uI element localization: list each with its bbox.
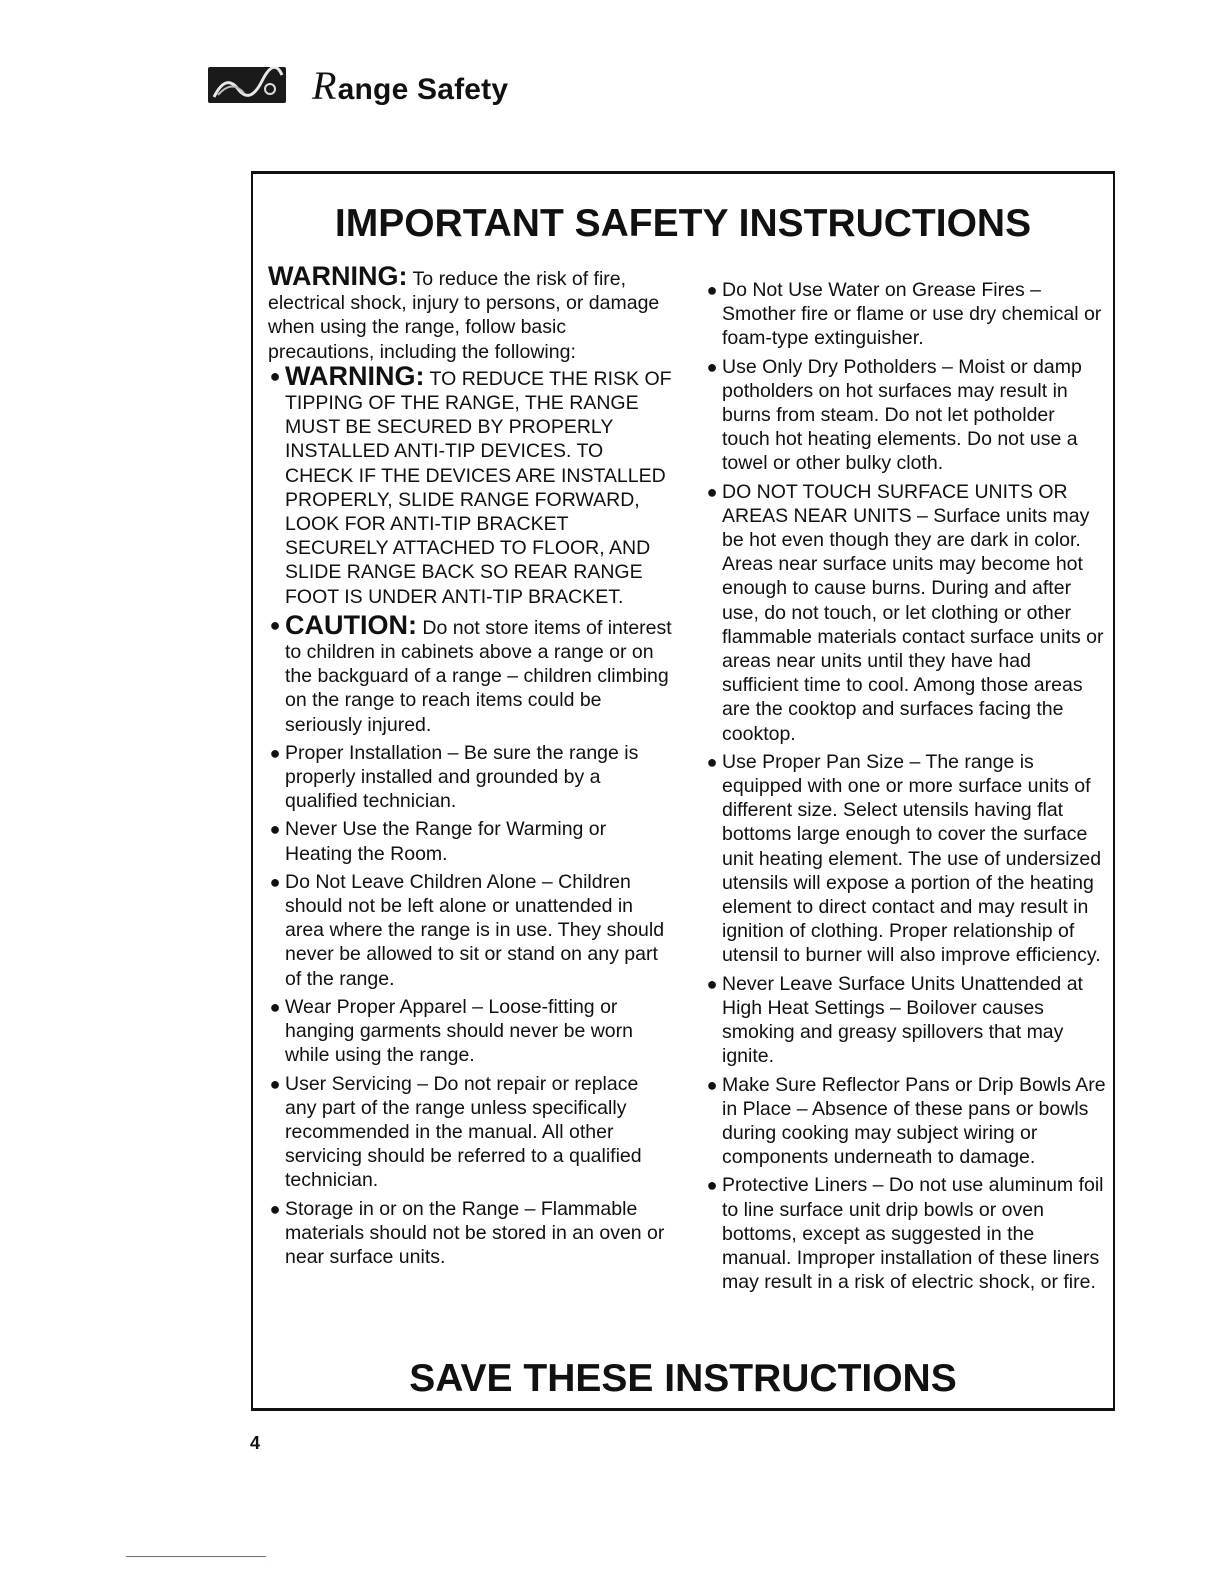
item-text: Protective Liners – Do not use aluminum foil to line surface unit drip bowls or oven bottoms, except as suggested in the manual. Improper installation of these liners may result in a risk of electric shock, or fire.	[722, 1174, 1104, 1294]
bullet-icon: ●	[269, 1073, 281, 1094]
list-item	[268, 1072, 673, 1193]
item-text: Do Not Leave Children Alone – Children should not be left alone or unattended in area where the range is in use. They should never be allowed to sit or stand on any part of the range.	[285, 870, 665, 990]
item-text: Make Sure Reflector Pans or Drip Bowls Are in Place – Absence of these pans or bowls during cooking may subject wiring or components underneath to damage.	[722, 1073, 1106, 1169]
item-text: Never Use the Range for Warming or Heating the Room.	[285, 818, 607, 865]
item-text: Do Not Use Water on Grease Fires – Smother fire or flame or use dry chemical or foam-type extinguisher.	[722, 279, 1102, 350]
list-item	[268, 360, 673, 609]
bullet-icon: ●	[269, 819, 281, 840]
item-text: Use Proper Pan Size – The range is equipped with one or more surface units of different size. Select utensils having flat bottoms large enough to cover the surface unit heating element. The use of undersized utensils will expose a portion of the heating element to direct contact and may result in ignition of clothing. Proper relationship of utensil to burner will also improve efficiency.	[722, 750, 1102, 967]
left-column	[268, 261, 673, 1273]
item-text: Never Leave Surface Units Unattended at High Heat Settings – Boilover causes smoking and greasy spillovers that may ignite.	[722, 972, 1083, 1068]
bullet-icon: ●	[706, 280, 718, 300]
list-item	[268, 995, 673, 1068]
page-header	[208, 60, 508, 110]
range-logo-icon	[208, 67, 286, 103]
item-text: User Servicing – Do not repair or replace any part of the range unless specifically recommended in the manual. All other servicing should be referred to a qualified technician.	[285, 1072, 642, 1192]
bullet-icon: ●	[706, 973, 718, 994]
warning-intro-text: To reduce the risk of fire, electrical shock, injury to persons, or damage when using the range, follow basic precautions, including the following:	[268, 268, 660, 363]
list-item	[705, 278, 1107, 351]
page-number: 4	[250, 1433, 261, 1453]
bullet-icon: ●	[706, 1074, 718, 1095]
list-item	[268, 1197, 673, 1270]
bullet-icon: ●	[269, 996, 281, 1017]
bullet-icon: ●	[706, 481, 718, 502]
list-item	[268, 741, 673, 814]
bullet-icon: ●	[269, 1198, 281, 1219]
list-item	[705, 1073, 1107, 1170]
list-item	[268, 817, 673, 865]
bullet-icon: ●	[706, 356, 718, 377]
item-text: Wear Proper Apparel – Loose-fitting or hanging garments should never be worn while using the range.	[285, 995, 633, 1067]
right-column	[705, 278, 1107, 1298]
item-keyword: CAUTION:	[285, 609, 417, 640]
item-text: TO REDUCE THE RISK OF TIPPING OF THE RANGE, THE RANGE MUST BE SECURED BY PROPERLY INSTALLED ANTI-TIP DEVICES. TO CHECK IF THE DEVICES ARE INSTALLED PROPERLY, SLIDE RANGE FORWARD, LOOK FOR ANTI-TIP BRACKET SECURELY ATTACHED TO FLOOR, AND SLIDE RANGE BACK SO REAR RANGE FOOT IS UNDER ANTI-TIP BRACKET.	[285, 367, 672, 608]
bullet-icon: ●	[269, 871, 281, 892]
item-text: Storage in or on the Range – Flammable materials should not be stored in an oven or near surface units.	[285, 1197, 665, 1268]
warning-keyword: WARNING:	[268, 261, 408, 291]
footer-rule	[126, 1556, 266, 1557]
bullet-icon: ●	[706, 1175, 718, 1196]
list-item	[705, 480, 1107, 746]
bullet-icon: ●	[269, 742, 281, 763]
section-title-text: ange Safety	[337, 72, 509, 106]
bullet-icon: ●	[269, 365, 281, 386]
item-keyword: WARNING:	[285, 360, 425, 391]
list-item	[268, 609, 673, 737]
list-item	[705, 972, 1107, 1069]
bullet-icon: ●	[706, 751, 718, 772]
list-item	[705, 355, 1107, 476]
warning-intro	[268, 261, 673, 364]
list-item	[268, 870, 673, 991]
list-item	[705, 1173, 1107, 1294]
section-title	[312, 62, 508, 109]
box-footer: SAVE THESE INSTRUCTIONS	[409, 1357, 957, 1400]
section-title-initial: R	[312, 62, 337, 108]
safety-instructions-box	[251, 171, 1115, 1411]
item-text: Do not store items of interest to children in cabinets above a range or on the backguard of a range – children climbing on the range to reach items could be seriously injured.	[285, 616, 672, 736]
item-text: Use Only Dry Potholders – Moist or damp potholders on hot surfaces may result in burns from steam. Do not let potholder touch hot heating elements. Do not use a towel or other bulky cloth.	[722, 355, 1082, 475]
bullet-icon: ●	[269, 614, 281, 635]
list-item	[705, 750, 1107, 968]
box-title: IMPORTANT SAFETY INSTRUCTIONS	[334, 202, 1032, 245]
item-text: Proper Installation – Be sure the range is properly installed and grounded by a qualified technician.	[285, 741, 639, 813]
item-text: DO NOT TOUCH SURFACE UNITS OR AREAS NEAR UNITS – Surface units may be hot even though they are dark in color. Areas near surface units may become hot enough to cause burns. During and after use, do not touch, or let clothing or other flammable materials contact surface units or areas near units until they have had sufficient time to cool. Among those areas are the cooktop and surfaces facing the cooktop.	[722, 480, 1104, 745]
